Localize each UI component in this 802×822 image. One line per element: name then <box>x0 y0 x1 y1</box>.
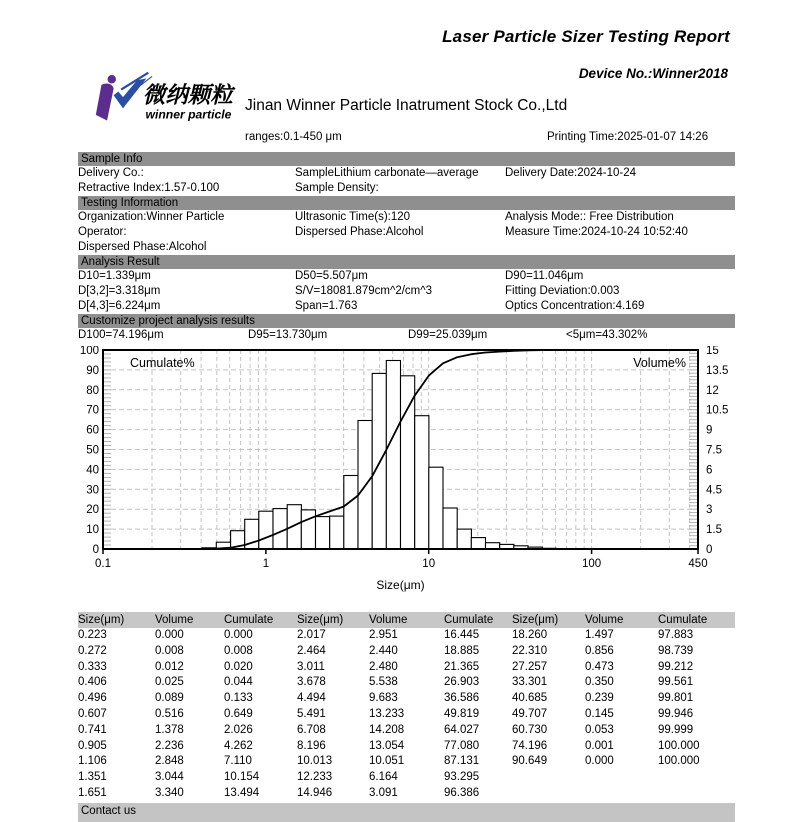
x-tick-label: 450 <box>688 558 708 570</box>
span-value: Span=1.763 <box>295 300 358 312</box>
table-cell: 5.538 <box>369 676 398 689</box>
table-cell: 13.494 <box>224 786 260 799</box>
table-cell: 13.233 <box>369 707 405 720</box>
right-tick-label: 1.5 <box>706 524 722 537</box>
table-cell: 36.586 <box>444 692 480 705</box>
table-cell <box>658 770 735 786</box>
right-tick-label: 13.5 <box>706 364 729 377</box>
table-header-cell: Volume <box>585 614 624 626</box>
winner-particle-logo-icon <box>93 70 243 126</box>
table-cell: 0.239 <box>585 692 614 705</box>
left-tick-label: 70 <box>86 404 99 417</box>
table-cell: 5.491 <box>297 707 326 720</box>
right-tick-label: 0 <box>706 544 713 556</box>
table-header-cell: Cumulate <box>444 614 494 626</box>
retractive-index: Retractive Index:1.57-0.100 <box>78 182 220 194</box>
table-cell: 6.164 <box>369 771 398 784</box>
table-cell: 0.008 <box>155 644 184 657</box>
table-cell: 3.091 <box>369 786 398 799</box>
section-bar-sample-info: Sample Info <box>78 152 735 166</box>
info-sections <box>78 152 735 343</box>
left-tick-label: 30 <box>86 484 99 497</box>
table-cell: 2.026 <box>224 723 253 736</box>
right-tick-label: 9 <box>706 424 713 437</box>
table-cell <box>512 786 585 802</box>
sample-density: Sample Density: <box>295 182 379 194</box>
table-cell <box>512 770 585 786</box>
under-5um-value: <5μm=43.302% <box>566 329 648 341</box>
table-cell: 9.683 <box>369 692 398 705</box>
table-cell: 0.001 <box>585 739 614 752</box>
table-cell: 26.903 <box>444 676 480 689</box>
table-cell: 77.080 <box>444 739 480 752</box>
table-row <box>78 707 735 723</box>
delivery-co: Delivery Co.: <box>78 167 144 179</box>
section-bar-testing-information: Testing Information <box>78 196 735 210</box>
dispersed-phase-2: Dispersed Phase:Alcohol <box>78 241 207 253</box>
table-cell: 60.730 <box>512 723 548 736</box>
analysis-result-row <box>78 269 735 284</box>
table-cell: 0.145 <box>585 707 614 720</box>
sample-info-row <box>78 166 735 181</box>
sample-name: SampleLithium carbonate—average <box>295 167 479 179</box>
table-cell: 0.020 <box>224 660 253 673</box>
right-tick-label: 12 <box>706 384 719 397</box>
measure-time: Measure Time:2024-10-24 10:52:40 <box>505 226 688 238</box>
table-cell: 1.497 <box>585 629 614 641</box>
table-cell: 0.053 <box>585 723 614 736</box>
table-cell: 99.801 <box>658 692 694 705</box>
table-cell: 27.257 <box>512 660 548 673</box>
left-axis-title: Cumulate% <box>130 356 195 370</box>
table-cell: 0.089 <box>155 692 184 705</box>
logo-en-text: winner particle <box>145 107 232 122</box>
table-cell: 87.131 <box>444 755 480 768</box>
table-cell: 0.012 <box>155 660 184 673</box>
table-cell: 1.378 <box>155 723 184 736</box>
table-header-cell: Size(μm) <box>297 614 344 626</box>
table-cell: 14.208 <box>369 723 405 736</box>
table-cell: 13.054 <box>369 739 405 752</box>
table-row <box>78 628 735 644</box>
table-cell: 0.741 <box>78 723 107 736</box>
right-tick-label: 7.5 <box>706 444 722 457</box>
delivery-date: Delivery Date:2024-10-24 <box>505 167 637 179</box>
table-cell <box>658 786 735 802</box>
organization: Organization:Winner Particle <box>78 211 225 223</box>
table-cell: 14.946 <box>297 786 333 799</box>
table-cell: 0.272 <box>78 644 107 657</box>
table-cell: 18.885 <box>444 644 480 657</box>
left-tick-label: 50 <box>86 444 99 457</box>
table-cell: 4.494 <box>297 692 326 705</box>
right-axis-title: Volume% <box>633 356 686 370</box>
d32-value: D[3,2]=3.318μm <box>78 285 161 297</box>
table-header-cell: Volume <box>369 614 408 626</box>
d50-value: D50=5.507μm <box>295 270 368 282</box>
table-cell: 3.044 <box>155 771 184 784</box>
table-cell: 0.333 <box>78 660 107 673</box>
table-cell: 21.365 <box>444 660 480 673</box>
table-cell: 49.819 <box>444 707 480 720</box>
left-tick-label: 90 <box>86 364 99 377</box>
table-cell <box>585 770 658 786</box>
volume-table-header <box>78 612 735 628</box>
testing-info-row <box>78 225 735 240</box>
left-tick-label: 60 <box>86 424 99 437</box>
table-cell: 2.440 <box>369 644 398 657</box>
table-cell: 10.154 <box>224 771 260 784</box>
table-cell: 74.196 <box>512 739 548 752</box>
right-tick-label: 10.5 <box>706 404 729 417</box>
table-cell: 3.011 <box>297 660 325 673</box>
printing-time: Printing Time:2025-01-07 14:26 <box>547 131 709 143</box>
table-header-cell: Size(μm) <box>78 614 125 626</box>
sample-info-row <box>78 181 735 196</box>
logo-cn-text: 微纳颗粒 <box>142 82 233 108</box>
ultrasonic-time: Ultrasonic Time(s):120 <box>295 211 411 223</box>
table-row <box>78 660 735 676</box>
table-cell: 99.561 <box>658 676 694 689</box>
left-tick-label: 80 <box>86 384 99 397</box>
table-cell: 40.685 <box>512 692 548 705</box>
table-cell: 100.000 <box>658 755 700 768</box>
table-cell: 97.883 <box>658 629 694 641</box>
analysis-mode: Analysis Mode:: Free Distribution <box>505 211 674 223</box>
device-number: Device No.:Winner2018 <box>578 66 728 81</box>
table-cell: 0.223 <box>78 629 107 641</box>
x-axis-title: Size(μm) <box>376 578 425 592</box>
x-tick-label: 0.1 <box>95 558 111 570</box>
table-cell: 90.649 <box>512 755 548 768</box>
table-cell: 0.473 <box>585 660 614 673</box>
table-cell: 6.708 <box>297 723 326 736</box>
section-bar-contact-us: Contact us <box>78 803 735 822</box>
table-cell: 7.110 <box>224 755 252 768</box>
table-cell: 0.000 <box>155 629 184 641</box>
table-cell: 2.951 <box>369 629 398 641</box>
ranges-text: ranges:0.1-450 μm <box>245 131 342 143</box>
table-cell: 96.386 <box>444 786 480 799</box>
table-cell: 33.301 <box>512 676 548 689</box>
table-cell: 18.260 <box>512 629 548 641</box>
table-cell: 99.212 <box>658 660 694 673</box>
table-cell: 0.905 <box>78 739 107 752</box>
table-cell: 4.262 <box>224 739 253 752</box>
table-row <box>78 675 735 691</box>
table-cell: 0.856 <box>585 644 614 657</box>
table-row <box>78 754 735 770</box>
table-cell: 98.739 <box>658 644 694 657</box>
fitting-deviation: Fitting Deviation:0.003 <box>505 285 620 297</box>
table-cell: 99.946 <box>658 707 694 720</box>
table-cell: 10.051 <box>369 755 405 768</box>
table-cell: 0.350 <box>585 676 614 689</box>
dispersed-phase: Dispersed Phase:Alcohol <box>295 226 424 238</box>
table-cell: 2.017 <box>297 629 326 641</box>
table-cell: 0.406 <box>78 676 107 689</box>
particle-size-chart <box>78 346 768 604</box>
x-tick-label: 1 <box>262 558 270 570</box>
table-cell: 3.340 <box>155 786 184 799</box>
table-cell: 0.649 <box>224 707 253 720</box>
left-tick-label: 0 <box>92 544 99 556</box>
table-row <box>78 644 735 660</box>
x-tick-label: 100 <box>582 558 602 570</box>
table-cell: 1.351 <box>78 771 107 784</box>
testing-info-row <box>78 240 735 255</box>
section-bar-customize: Customize project analysis results <box>78 314 735 328</box>
left-tick-label: 40 <box>86 464 99 477</box>
table-cell: 2.480 <box>369 660 398 673</box>
table-row <box>78 770 735 786</box>
right-tick-label: 4.5 <box>706 484 722 497</box>
left-tick-label: 10 <box>86 524 99 537</box>
d90-value: D90=11.046μm <box>505 270 584 282</box>
table-cell: 2.848 <box>155 755 184 768</box>
table-cell: 8.196 <box>297 739 326 752</box>
right-tick-label: 15 <box>706 346 719 357</box>
company-name: Jinan Winner Particle Inatrument Stock Co.,Ltd <box>245 97 568 114</box>
report-title: Laser Particle Sizer Testing Report <box>442 27 730 46</box>
table-cell: 2.464 <box>297 644 326 657</box>
table-cell: 93.295 <box>444 771 480 784</box>
right-tick-label: 6 <box>706 464 713 477</box>
d10-value: D10=1.339μm <box>78 270 151 282</box>
table-cell: 0.000 <box>224 629 253 641</box>
chart-canvas <box>78 346 768 604</box>
table-header-cell: Size(μm) <box>512 614 559 626</box>
analysis-result-row <box>78 299 735 314</box>
analysis-result-row <box>78 284 735 299</box>
customize-row <box>78 328 735 343</box>
testing-info-row <box>78 210 735 225</box>
table-cell: 0.607 <box>78 707 107 720</box>
table-row <box>78 723 735 739</box>
table-cell: 0.025 <box>155 676 184 689</box>
operator: Operator: <box>78 226 127 238</box>
table-cell: 0.000 <box>585 755 614 768</box>
table-cell: 49.707 <box>512 707 548 720</box>
table-row <box>78 691 735 707</box>
optics-concentration: Optics Concentration:4.169 <box>505 300 645 312</box>
x-tick-label: 10 <box>422 558 436 570</box>
table-cell: 12.233 <box>297 771 333 784</box>
d100-value: D100=74.196μm <box>78 329 164 341</box>
table-cell: 2.236 <box>155 739 184 752</box>
d43-value: D[4,3]=6.224μm <box>78 300 161 312</box>
table-cell: 0.496 <box>78 692 107 705</box>
table-header-cell: Cumulate <box>224 614 274 626</box>
table-cell: 0.133 <box>224 692 253 705</box>
section-bar-analysis-result: Analysis Result <box>78 255 735 269</box>
volume-table <box>78 612 735 802</box>
right-tick-label: 3 <box>706 504 713 517</box>
left-tick-label: 100 <box>79 346 99 357</box>
sv-value: S/V=18081.879cm^2/cm^3 <box>295 285 433 297</box>
table-cell: 0.044 <box>224 676 253 689</box>
table-header-cell: Volume <box>155 614 194 626</box>
d99-value: D99=25.039μm <box>408 329 488 341</box>
table-header-cell: Cumulate <box>658 614 708 626</box>
table-cell <box>585 786 658 802</box>
table-cell: 10.013 <box>297 755 333 768</box>
table-cell: 16.445 <box>444 629 480 641</box>
d95-value: D95=13.730μm <box>248 329 328 341</box>
table-cell: 0.008 <box>224 644 253 657</box>
table-row <box>78 786 735 802</box>
table-cell: 99.999 <box>658 723 694 736</box>
table-cell: 22.310 <box>512 644 548 657</box>
volume-table-body <box>78 628 735 802</box>
table-cell: 0.516 <box>155 707 184 720</box>
table-row <box>78 739 735 755</box>
left-tick-label: 20 <box>86 504 99 517</box>
table-cell: 1.106 <box>78 755 107 768</box>
table-cell: 3.678 <box>297 676 326 689</box>
table-cell: 64.027 <box>444 723 480 736</box>
table-cell: 1.651 <box>78 786 107 799</box>
table-cell: 100.000 <box>658 739 700 752</box>
